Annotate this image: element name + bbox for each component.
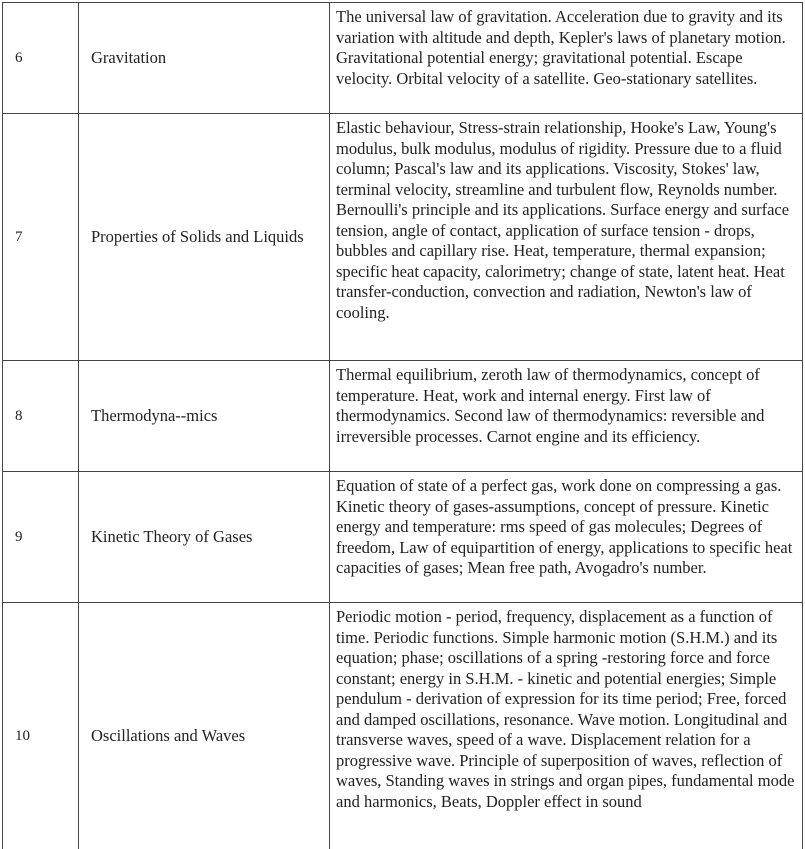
unit-description-cell — [330, 114, 803, 361]
unit-number: 7 — [3, 114, 79, 361]
unit-description-cell — [330, 361, 803, 472]
syllabus-table — [2, 2, 803, 849]
unit-topic: Properties of Solids and Liquids — [79, 114, 330, 361]
unit-description: The universal law of gravitation. Acceleration due to gravity and its variation with altitude and depth, Kepler's laws of planetary motion. Gravitational potential energy; gravitational potential. Escape velocity. Orbital velocity of a satellite. Geo-stationary satellites. — [336, 7, 786, 88]
unit-number: 6 — [3, 3, 79, 114]
unit-topic: Thermodyna--mics — [79, 361, 330, 472]
unit-description-cell — [330, 3, 803, 114]
unit-number: 8 — [3, 361, 79, 472]
unit-description: Thermal equilibrium, zeroth law of thermodynamics, concept of temperature. Heat, work and internal energy. First law of thermodynamics. Second law of thermodynamics: reversible and irreversible processes. Carnot engine and its efficiency. — [336, 365, 765, 446]
unit-description: Equation of state of a perfect gas, work done on compressing a gas. Kinetic theory of gases-assumptions, concept of pressure. Kinetic energy and temperature: rms speed of gas molecules; Degrees of freedom, Law of equipartition of energy, applications to specific heat capacities of gases; Mean free path, Avogadro's number. — [336, 476, 793, 577]
unit-description-cell — [330, 603, 803, 849]
unit-description: Elastic behaviour, Stress-strain relationship, Hooke's Law, Young's modulus, bulk modulus, modulus of rigidity. Pressure due to a fluid column; Pascal's law and its applications. Viscosity, Stokes' law, terminal velocity, streamline and turbulent flow, Reynolds number. Bernoulli's principle and its applications. Surface energy and surface tension, angle of contact, application of surface tension - drops, bubbles and capillary rise. Heat, temperature, thermal expansion; specific heat capacity, calorimetry; change of state, latent heat. Heat transfer-conduction, convection and radiation, Newton's law of cooling. — [336, 118, 790, 322]
unit-topic: Kinetic Theory of Gases — [79, 472, 330, 603]
table-row — [3, 472, 803, 603]
unit-description-cell — [330, 472, 803, 603]
table-row — [3, 603, 803, 849]
unit-number: 10 — [3, 603, 79, 849]
table-row — [3, 114, 803, 361]
unit-number: 9 — [3, 472, 79, 603]
unit-topic: Gravitation — [79, 3, 330, 114]
unit-description: Periodic motion - period, frequency, displacement as a function of time. Periodic functions. Simple harmonic motion (S.H.M.) and its equation; phase; oscillations of a spring -restoring force and force constant; energy in S.H.M. - kinetic and potential energies; Simple pendulum - derivation of expression for its time period; Free, forced and damped oscillations, resonance. Wave motion. Longitudinal and transverse waves, speed of a wave. Displacement relation for a progressive wave. Principle of superposition of waves, reflection of waves, Standing waves in strings and organ pipes, fundamental mode and harmonics, Beats, Doppler effect in sound — [336, 607, 795, 811]
unit-topic: Oscillations and Waves — [79, 603, 330, 849]
table-row — [3, 361, 803, 472]
table-row — [3, 3, 803, 114]
